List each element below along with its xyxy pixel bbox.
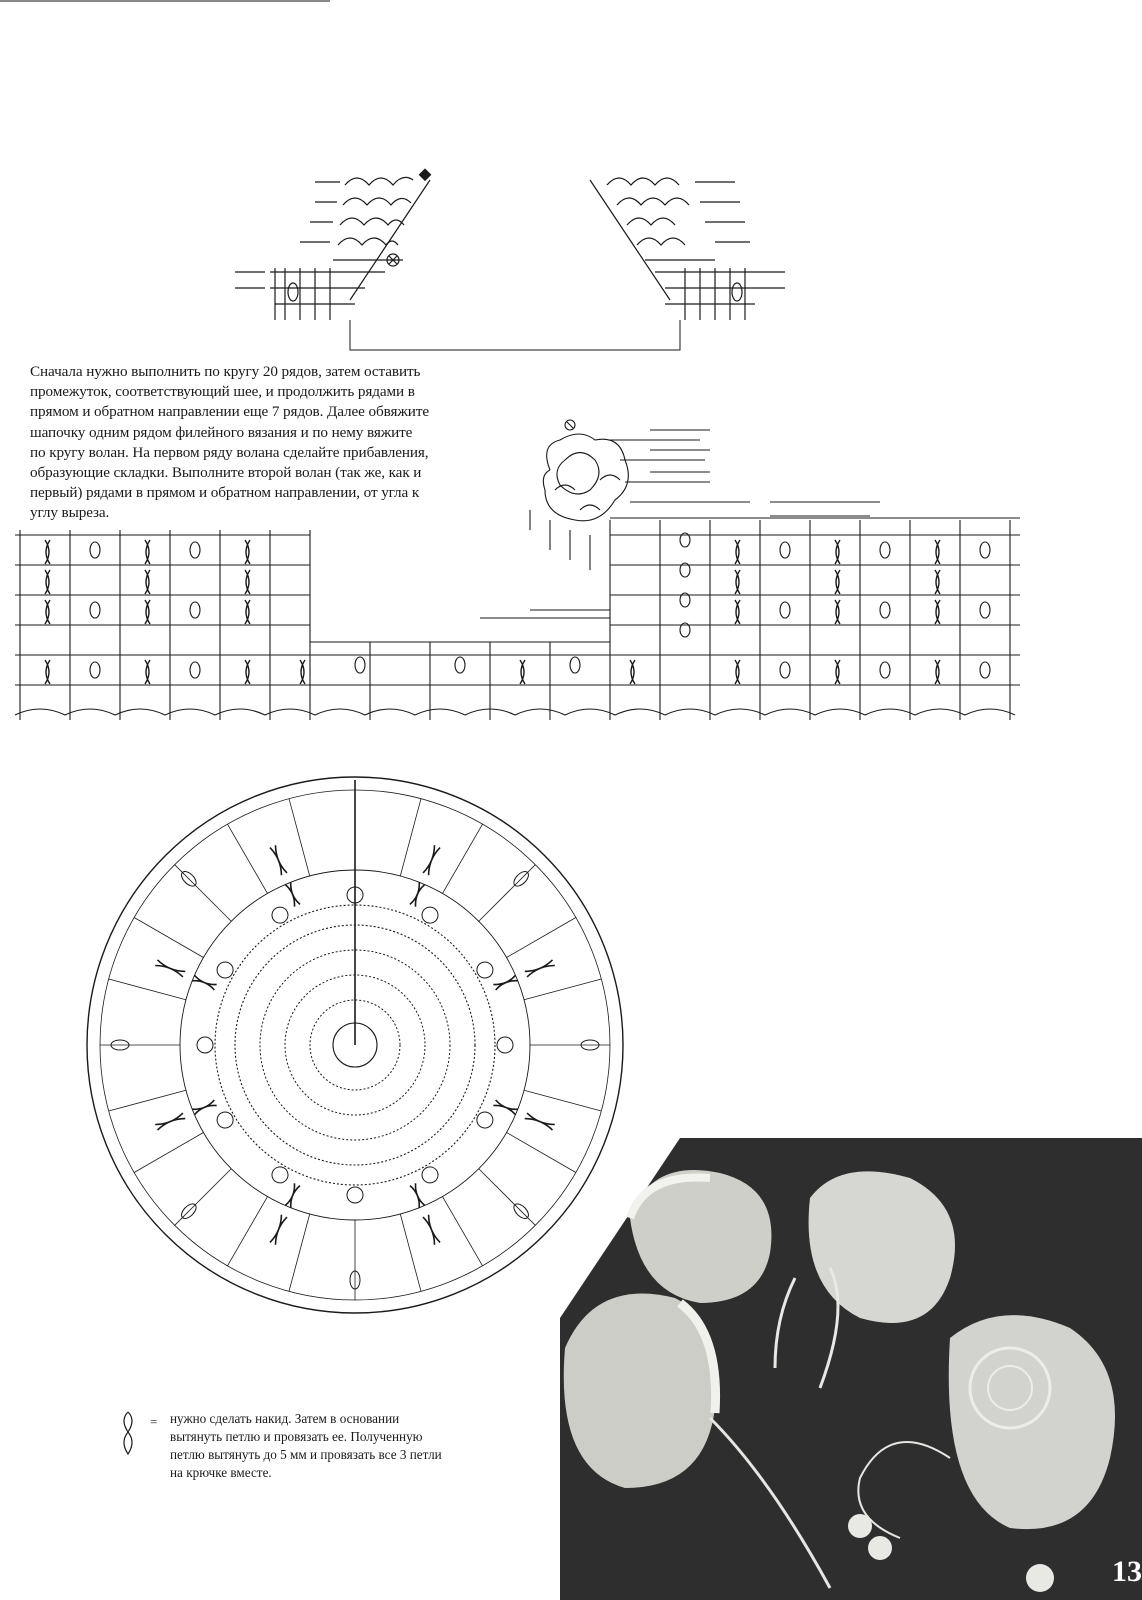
instruction-line: первый) рядами в прямом и обратном направлении, от угла к <box>30 484 420 502</box>
instruction-line: по кругу волан. На первом ряду волана сделайте прибавления, <box>30 443 429 461</box>
instruction-line: образующие складки. Выполните второй волан (так же, как и <box>30 464 422 482</box>
oval-stitches <box>90 533 990 678</box>
instruction-line: углу выреза. <box>30 504 110 522</box>
neck-gap-line <box>350 320 680 350</box>
chart-columns <box>20 520 1010 720</box>
legend-line: петлю вытянуть до 5 мм и провязать все 3 петли <box>170 1447 442 1462</box>
cluster-stitches <box>45 540 940 684</box>
start-marker <box>419 168 432 181</box>
left-edge-chart <box>235 177 430 320</box>
legend-line: на крючке вместе. <box>170 1465 272 1480</box>
chart-rows <box>15 535 1020 685</box>
crown-circle-diagram <box>80 770 640 1330</box>
top-rule <box>0 0 330 2</box>
right-edge-chart <box>590 178 785 320</box>
instruction-line: прямом и обратном направлении еще 7 рядов. Далее обвяжите <box>30 403 429 421</box>
legend-equals: = <box>150 1414 158 1429</box>
bonnets-photo <box>560 1138 1142 1600</box>
instruction-line: Сначала нужно выполнить по кругу 20 рядов, затем оставить <box>30 363 421 380</box>
neck-edge-diagram <box>225 160 815 360</box>
left-mesh <box>333 177 413 260</box>
legend-line: вытянуть петлю и провязать ее. Полученную <box>170 1429 423 1444</box>
ruffle-edge-diagram <box>10 410 1030 740</box>
ruffle-loops <box>530 420 750 570</box>
instruction-line: шапочку одним рядом филейного вязания и по нему вяжите <box>30 423 413 441</box>
legend-line: нужно сделать накид. Затем в основании <box>170 1411 400 1426</box>
instruction-line: промежуток, соответствующий шее, и продолжить рядами в <box>30 383 415 401</box>
legend-text <box>170 1410 500 1482</box>
legend-stitch-icon <box>118 1410 138 1456</box>
scallop-edge <box>15 709 1015 715</box>
page-number: 13 <box>1112 1555 1142 1588</box>
